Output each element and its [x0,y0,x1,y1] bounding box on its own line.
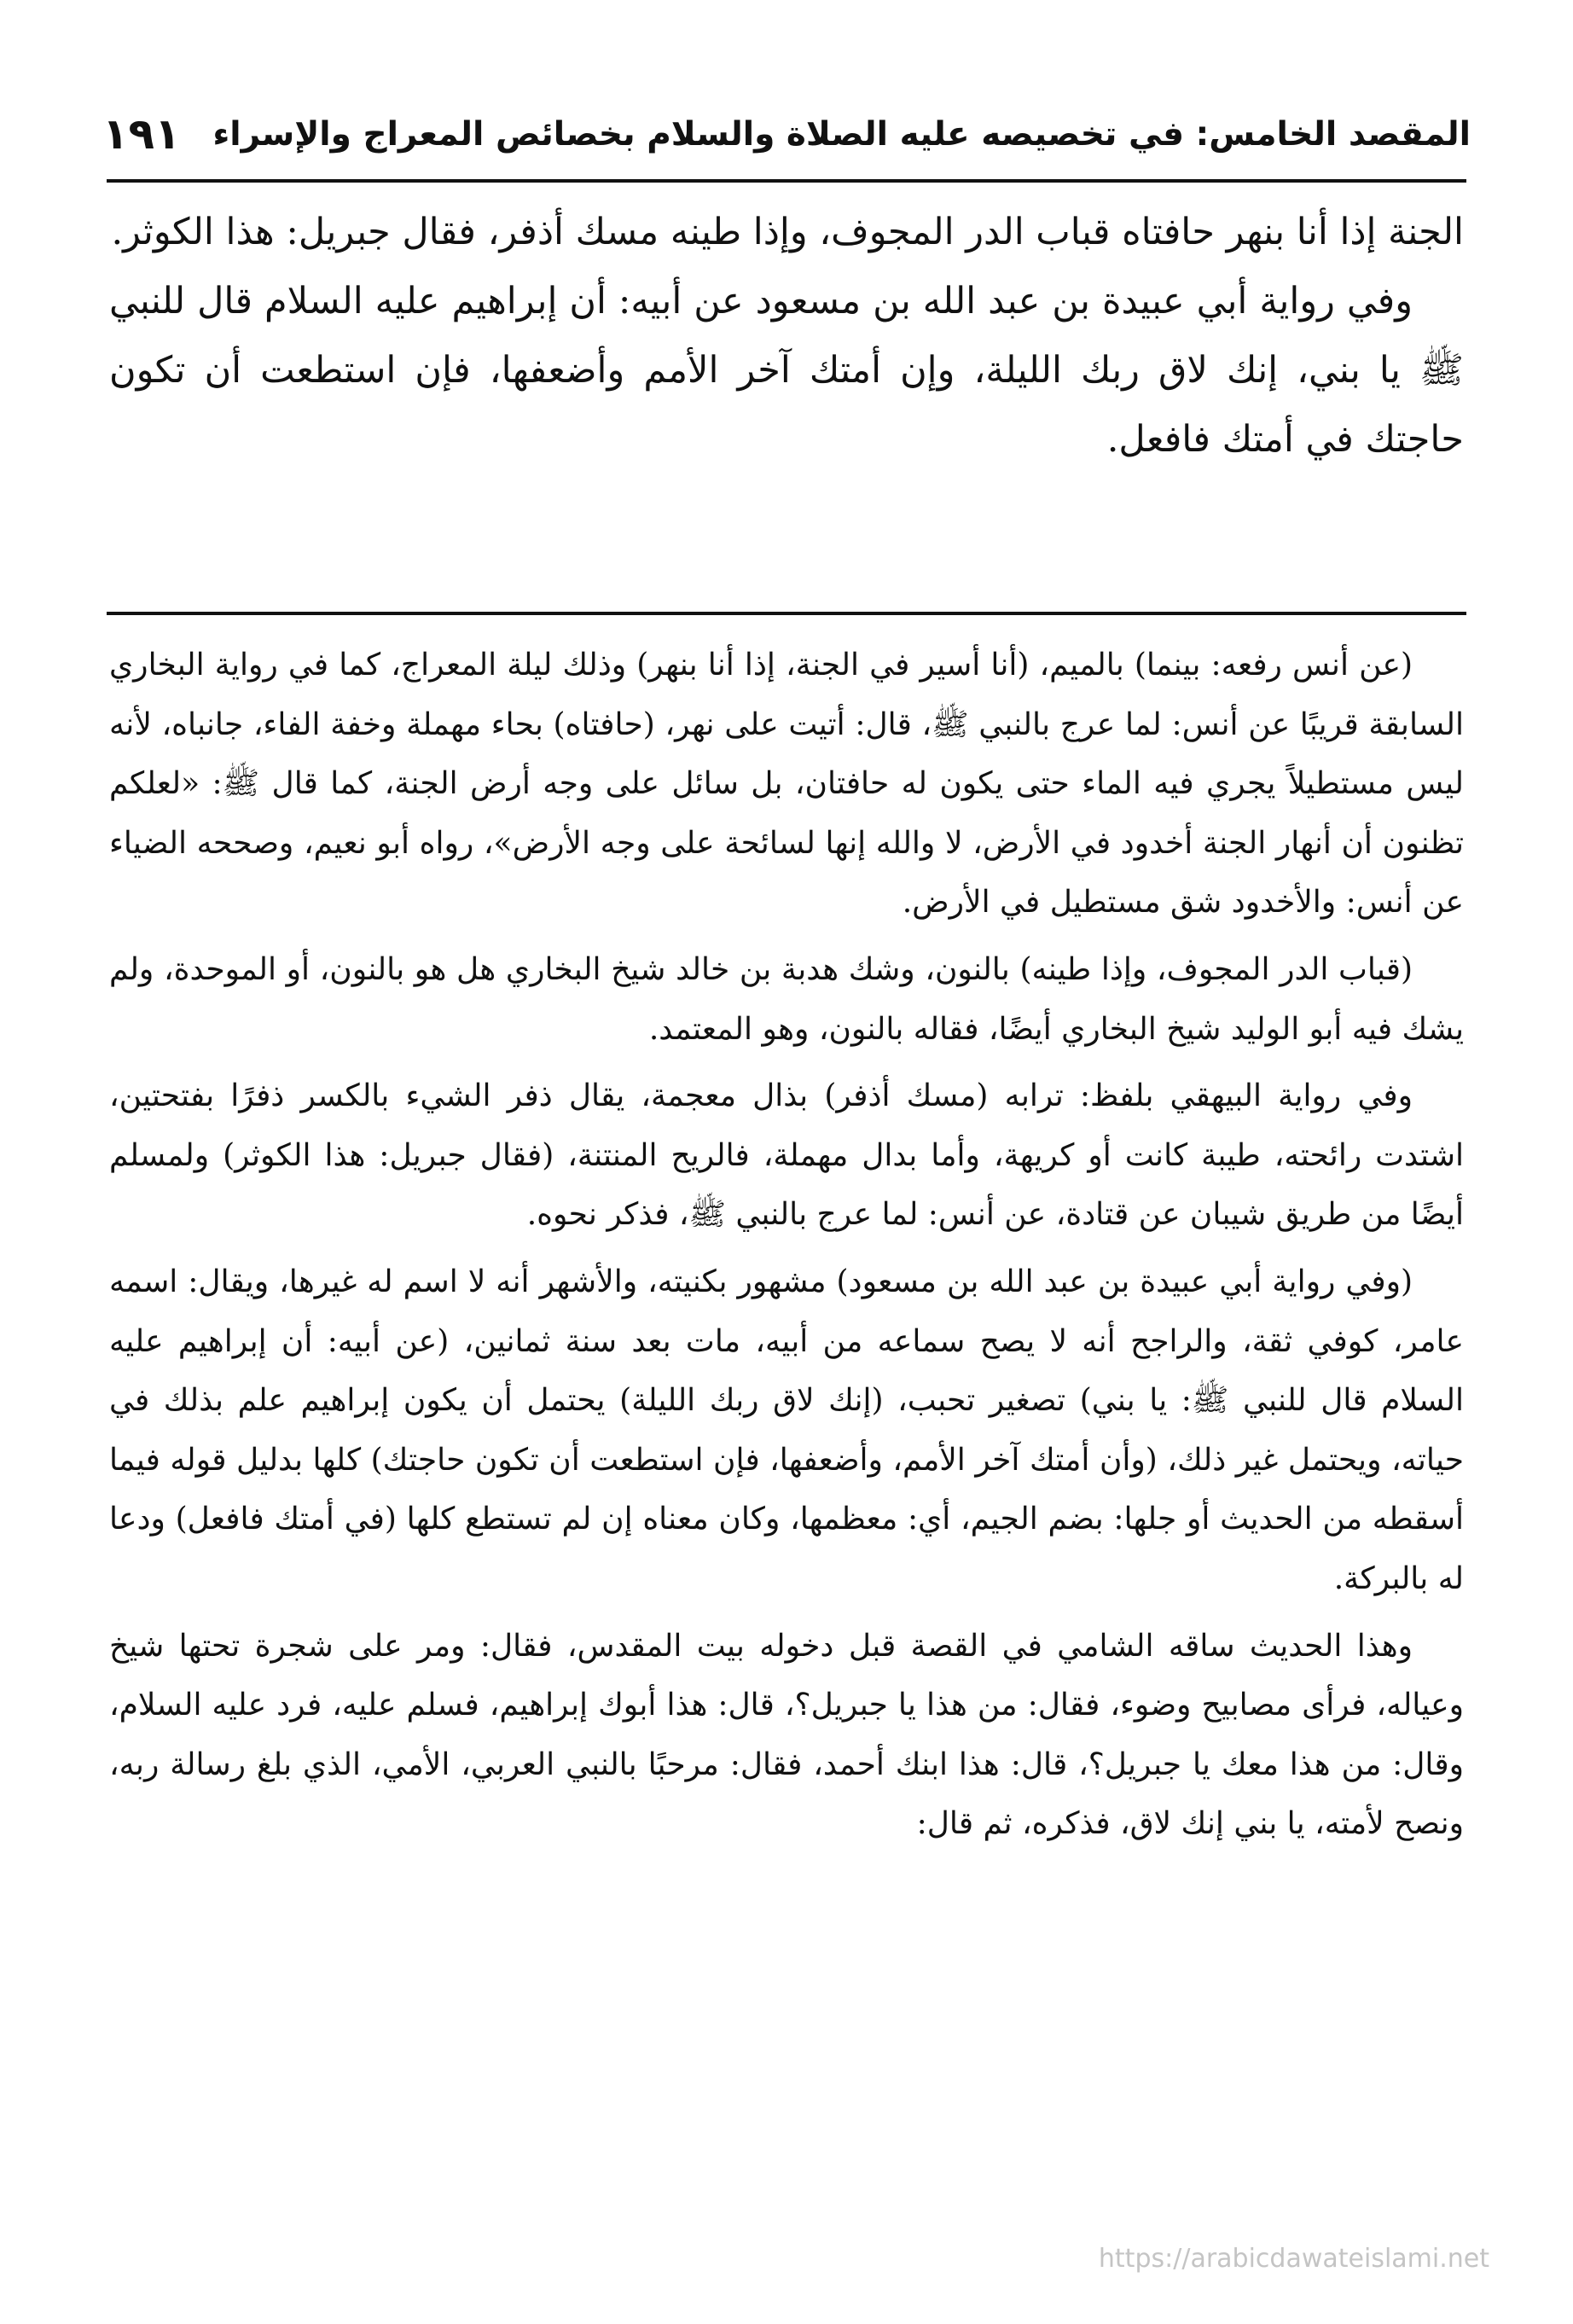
website-watermark: https://arabicdawateislami.net [1098,2244,1489,2274]
main-paragraph: الجنة إذا أنا بنهر حافتاه قباب الدر المجوف، وإذا طينه مسك أذفر، فقال جبريل: هذا الكوثر. [111,211,1464,253]
running-header [102,104,1471,164]
commentary-section [109,636,1464,1862]
commentary-paragraph: (عن أنس رفعه: بينما) بالميم، (أنا أسير في الجنة، إذا أنا بنهر) وذلك ليلة المعراج، كما في رواية البخاري السابقة قريبًا عن أنس: لما عرج بالنبي ﷺ، قال: أتيت على نهر، (حافتاه) بحاء مهملة وخفة الفاء، جانباه، لأنه ليس مستطيلاً يجري فيه الماء حتى يكون له حافتان، بل سائل على وجه أرض الجنة، كما قال ﷺ: «لعلكم تظنون أن أنهار الجنة أخدود في الأرض، لا والله إنها لسائحة على وجه الأرض»، رواه أبو نعيم، وصححه الضياء عن أنس: والأخدود شق مستطيل في الأرض. [109,648,1464,921]
page-number: ١٩١ [102,109,181,159]
chapter-title: المقصد الخامس: في تخصيصه عليه الصلاة والسلام بخصائص المعراج والإسراء [212,114,1471,154]
commentary-paragraph: وفي رواية البيهقي بلفظ: ترابه (مسك أذفر) بذال معجمة، يقال ذفر الشيء بالكسر ذفرًا بفتحتين، اشتدت رائحته، طيبة كانت أو كريهة، وأما بدال مهملة، فالريح المنتنة، (فقال جبريل: هذا الكوثر) ولمسلم أيضًا من طريق شيبان عن قتادة، عن أنس: لما عرج بالنبي ﷺ، فذكر نحوه. [109,1078,1464,1233]
commentary-paragraph: (قباب الدر المجوف، وإذا طينه) بالنون، وشك هدبة بن خالد شيخ البخاري هل هو بالنون، أو الموحدة، ولم يشك فيه أبو الوليد شيخ البخاري أيضًا، فقاله بالنون، وهو المعتمد. [109,951,1464,1047]
commentary-paragraph: (وفي رواية أبي عبيدة بن عبد الله بن مسعود) مشهور بكنيته، والأشهر أنه لا اسم له غيرها، ويقال: اسمه عامر، كوفي ثقة، والراجح أنه لا يصح سماعه من أبيه، مات بعد سنة ثمانين، (عن أبيه: أن إبراهيم عليه السلام قال للنبي ﷺ: يا بني) تصغير تحبب، (إنك لاق ربك الليلة) يحتمل أن يكون إبراهيم علم بذلك في حياته، ويحتمل غير ذلك، (وأن أمتك آخر الأمم، وأضعفها، فإن استطعت أن تكون حاجتك) كلها بدليل قوله فيما أسقطه من الحديث أو جلها: بضم الجيم، أي: معظمها، وكان معناه إن لم تستطع كلها (في أمتك فافعل) ودعا له بالبركة. [109,1264,1464,1596]
commentary-divider [107,612,1466,615]
main-text [109,198,1464,474]
main-paragraph: وفي رواية أبي عبيدة بن عبد الله بن مسعود عن أبيه: أن إبراهيم عليه السلام قال للنبي ﷺ يا بني، إنك لاق ربك الليلة، وإن أمتك آخر الأمم وأضعفها، فإن استطعت أن تكون حاجتك في أمتك فافعل. [109,280,1464,461]
commentary-paragraph: وهذا الحديث ساقه الشامي في القصة قبل دخوله بيت المقدس، فقال: ومر على شجرة تحتها شيخ وعياله، فرأى مصابيح وضوء، فقال: من هذا يا جبريل؟، قال: هذا أبوك إبراهيم، فسلم عليه، فرد عليه السلام، وقال: من هذا معك يا جبريل؟، قال: هذا ابنك أحمد، فقال: مرحبًا بالنبي العربي، الأمي، الذي بلغ رسالة ربه، ونصح لأمته، يا بني إنك لاق، فذكره، ثم قال: [109,1628,1464,1842]
header-divider [107,179,1466,183]
